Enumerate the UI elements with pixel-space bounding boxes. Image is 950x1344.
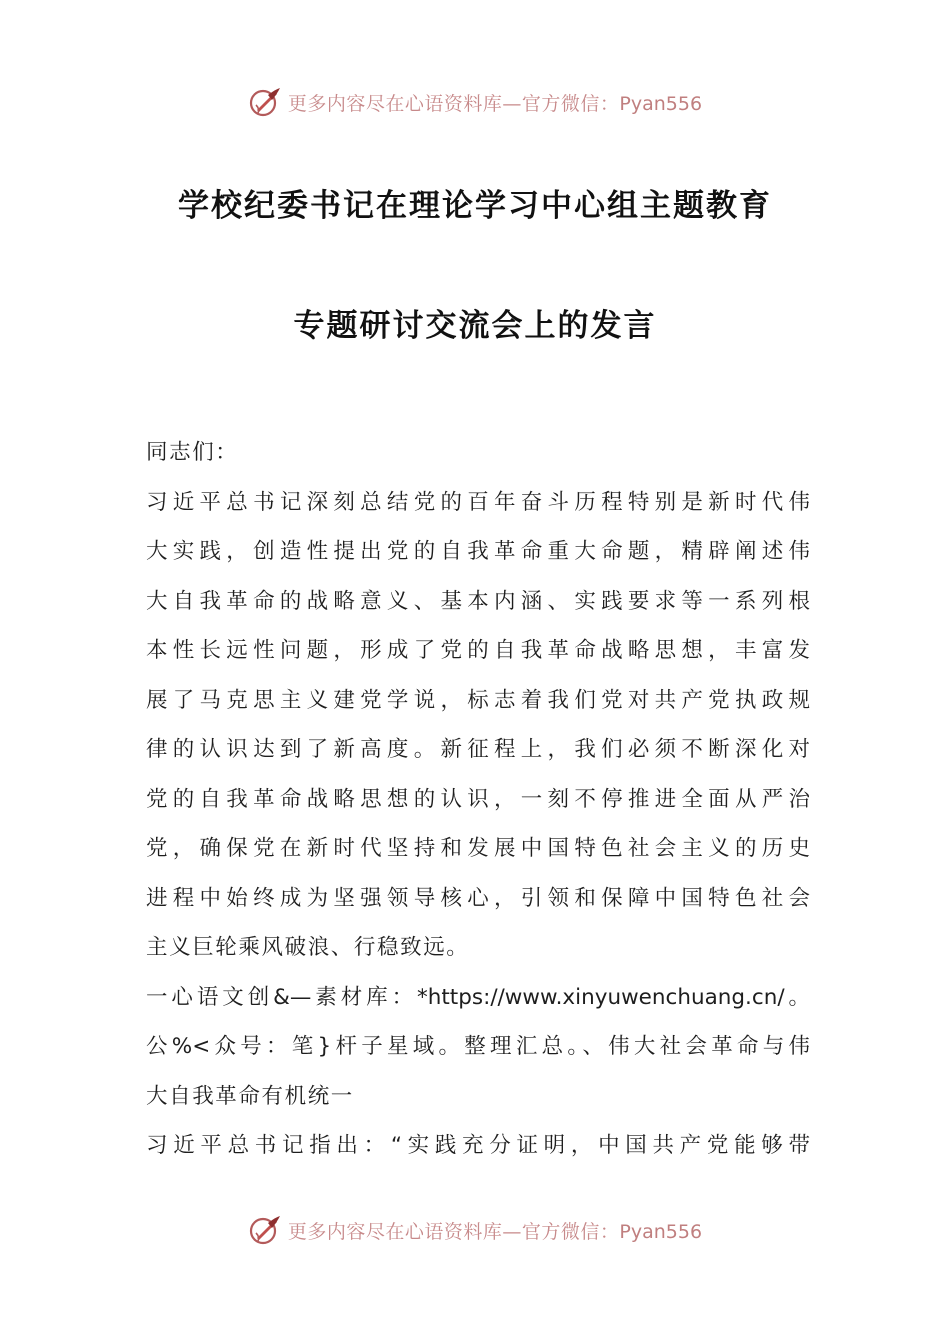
header-watermark bbox=[0, 82, 950, 122]
body-line: 习近平总书记深刻总结党的百年奋斗历程特别是新时代伟 bbox=[146, 489, 810, 515]
body-line: 习近平总书记指出：“实践充分证明，中国共产党能够带 bbox=[146, 1133, 810, 1158]
body-line: 公%<众号：笔}杆子星域。整理汇总。、伟大社会革命与伟 bbox=[146, 1034, 810, 1059]
body-line-url: 一心语文创&—素材库：*https://www.xinyuwenchuang.cn/。 bbox=[146, 984, 810, 1010]
body-line: 本性长远性问题，形成了党的自我革命战略思想，丰富发 bbox=[146, 638, 810, 663]
body-line: 主义巨轮乘风破浪、行稳致远。 bbox=[146, 935, 470, 960]
section-heading: 大自我革命有机统一 bbox=[146, 1083, 354, 1109]
watermark-text: 更多内容尽在心语资料库—官方微信：Pyan556 bbox=[287, 92, 703, 115]
body-line: 展了马克思主义建党学说，标志着我们党对共产党执政规 bbox=[146, 687, 810, 713]
watermark-brand: Pyan556 bbox=[619, 1220, 703, 1243]
watermark-text: 更多内容尽在心语资料库—官方微信：Pyan556 bbox=[287, 1220, 703, 1243]
body-line: 党，确保党在新时代坚持和发展中国特色社会主义的历史 bbox=[146, 836, 810, 861]
document-body bbox=[146, 428, 810, 1171]
body-line: 大自我革命的战略意义、基本内涵、实践要求等一系列根 bbox=[146, 588, 810, 614]
body-line: 同志们： bbox=[146, 440, 239, 465]
document-title-line-2: 专题研讨交流会上的发言 bbox=[293, 308, 657, 344]
footer-watermark bbox=[0, 1210, 950, 1250]
body-line: 党的自我革命战略思想的认识，一刻不停推进全面从严治 bbox=[146, 786, 810, 812]
body-line: 律的认识达到了新高度。新征程上，我们必须不断深化对 bbox=[146, 737, 810, 762]
body-line: 进程中始终成为坚强领导核心，引领和保障中国特色社会 bbox=[146, 885, 810, 911]
quill-logo-icon bbox=[248, 85, 282, 119]
document-title-line-1: 学校纪委书记在理论学习中心组主题教育 bbox=[178, 188, 772, 224]
body-line: 大实践，创造性提出党的自我革命重大命题，精辟阐述伟 bbox=[146, 539, 810, 564]
quill-logo-icon bbox=[248, 1213, 282, 1247]
watermark-brand: Pyan556 bbox=[619, 92, 703, 115]
